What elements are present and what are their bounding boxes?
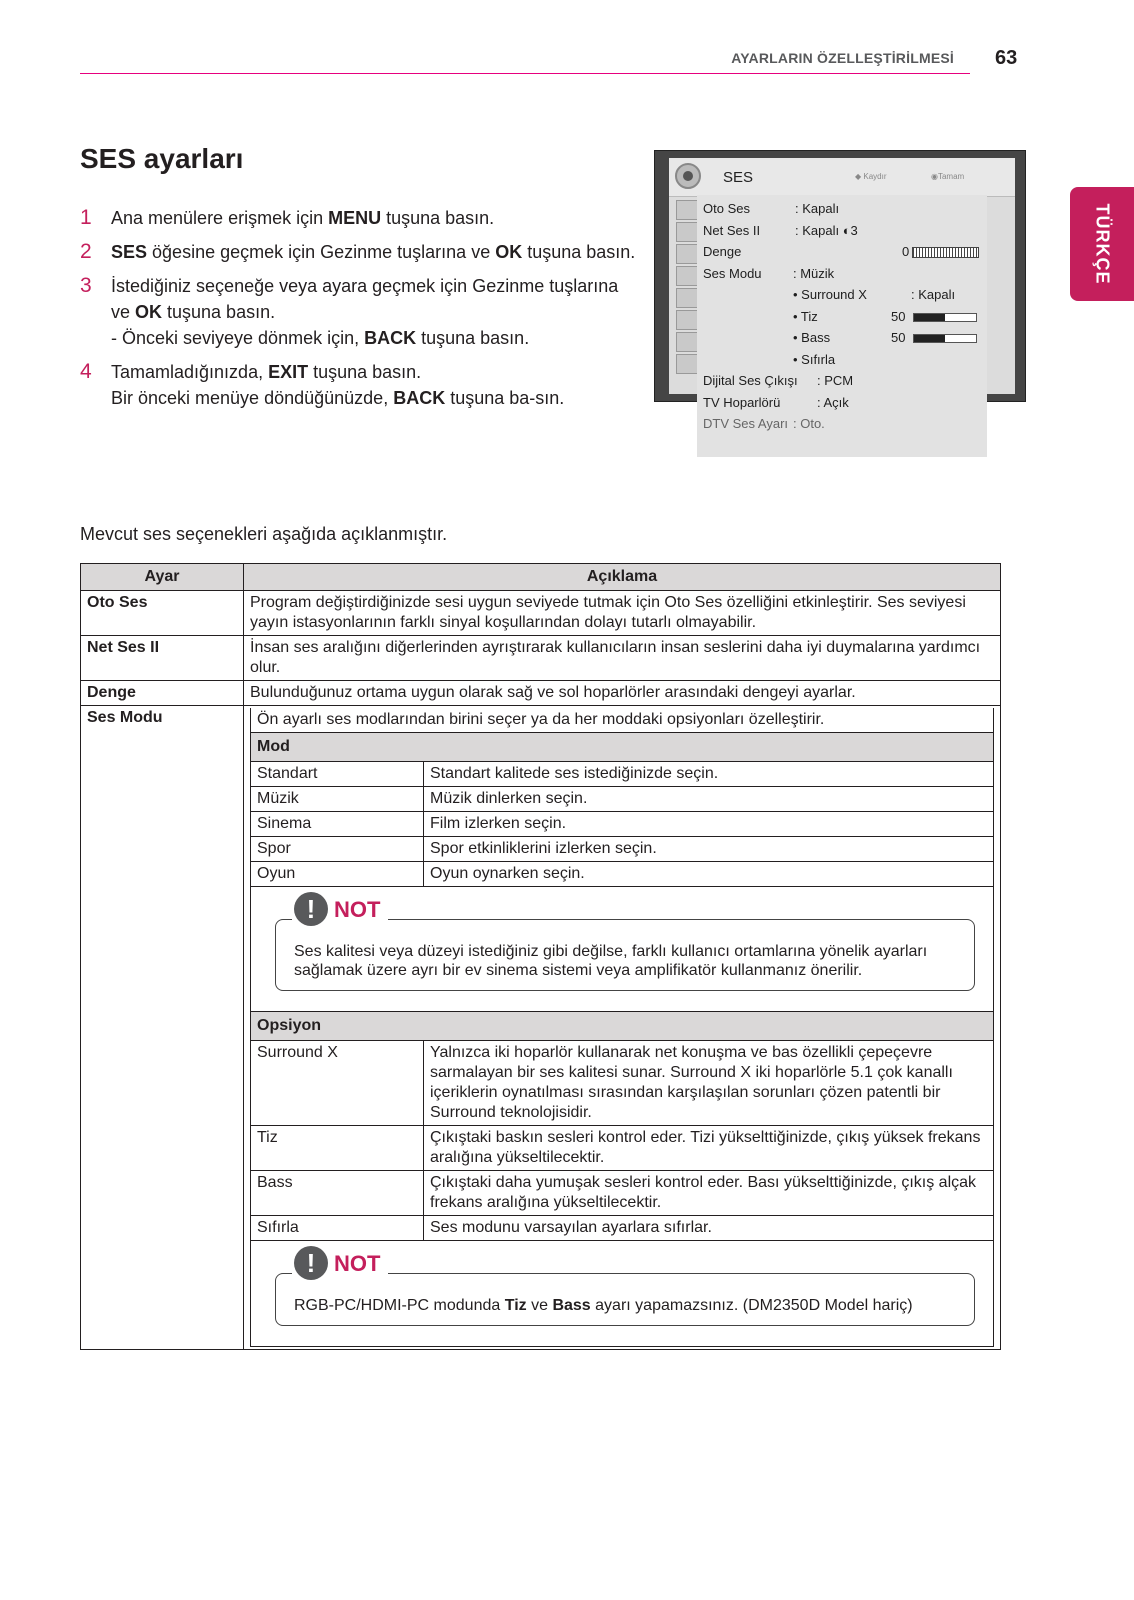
step-text	[111, 273, 640, 325]
tv-menu-level-fill	[914, 335, 945, 342]
subtable-row	[251, 862, 994, 887]
text-run: öğesine geçmek için Gezinme tuşlarına ve	[147, 242, 496, 262]
setting-name: Denge	[81, 681, 244, 706]
note-text	[294, 1296, 956, 1315]
tv-menu-item-label[interactable]: DTV Ses Ayarı	[703, 416, 789, 431]
tv-menu-item-label[interactable]: Ses Modu	[703, 265, 762, 281]
tv-menu-level-fill	[914, 314, 945, 321]
steps-list	[80, 205, 640, 419]
text-run: tuşuna basın.	[381, 208, 495, 228]
setting-description: Program değiştirdiğinizde sesi uygun seviyede tutmak için Oto Ses özelliğini etkinleştirir. Ses seviyesi yayın istasyonlarının farklı sinyal koşullarından dolayı tutarlı olmayabilir.	[244, 591, 1001, 636]
tv-menu-item-value: : Oto.	[793, 416, 825, 431]
header-section-title: AYARLARIN ÖZELLEŞTİRİLMESİ	[731, 50, 954, 66]
tv-menu-level-bar	[913, 334, 977, 343]
subtable-row	[251, 837, 994, 862]
tv-menu-move-hint: ◆ Kaydır	[855, 172, 887, 181]
exclamation-icon: !	[294, 892, 328, 926]
tv-menu-ok-hint: ◉Tamam	[931, 172, 965, 181]
option-name: Surround X	[251, 1041, 424, 1126]
sound-mode-description: Ön ayarlı ses modlarından birini seçer ya da her moddaki opsiyonları özelleştirir.	[251, 708, 994, 733]
tv-menu-panel	[697, 195, 987, 457]
bold-text: OK	[135, 302, 163, 322]
table-row	[81, 636, 1001, 681]
tv-menu-item-value: : Kapalı ◐3	[795, 222, 858, 238]
tv-menu-item-label[interactable]: • Sıfırla	[793, 351, 836, 367]
text-run: Bir önceki menüye döndüğünüzde,	[111, 388, 394, 408]
column-header-description: Açıklama	[244, 564, 1001, 591]
option-name: Sıfırla	[251, 1216, 424, 1241]
tv-menu-item-value: 50	[891, 308, 906, 324]
text-run: RGB-PC/HDMI-PC modunda	[294, 1297, 505, 1314]
text-run: tuşuna basın.	[308, 362, 422, 382]
setting-name: Net Ses II	[81, 636, 244, 681]
text-run: İstediğiniz seçeneğe veya ayara geçmek için Gezinme tuşlarına ve	[111, 276, 619, 322]
subtable-row	[251, 762, 994, 787]
setting-name: Oto Ses	[81, 591, 244, 636]
mode-name: Oyun	[251, 862, 424, 887]
mode-name: Standart	[251, 762, 424, 787]
bold-text: BACK	[393, 388, 446, 408]
table-row	[81, 591, 1001, 636]
mode-description: Film izlerken seçin.	[424, 812, 994, 837]
step-number: 4	[80, 360, 92, 383]
option-name: Tiz	[251, 1126, 424, 1171]
step-number: 3	[80, 274, 92, 297]
subtable-row	[251, 708, 994, 733]
column-header-setting: Ayar	[81, 564, 244, 591]
step-extra-text	[111, 385, 640, 411]
text-run: ve	[526, 1297, 553, 1314]
tv-menu-item-value: : Müzik	[793, 265, 835, 281]
subtable-row	[251, 1126, 994, 1171]
tv-menu-header	[669, 158, 1015, 197]
tv-menu-item-value: : Açık	[817, 394, 849, 410]
subtable-row	[251, 1216, 994, 1241]
tv-menu-item-label[interactable]: • Bass	[793, 330, 831, 345]
note-cell	[251, 887, 994, 1012]
intro-text: Mevcut ses seçenekleri aşağıda açıklanmıştır.	[80, 524, 448, 544]
tv-menu-item-value: : Kapalı	[911, 287, 956, 302]
sound-mode-subtable	[250, 708, 994, 1347]
subtable-row	[251, 1041, 994, 1126]
language-tab-label: TÜRKÇE	[1092, 203, 1113, 285]
bold-text: EXIT	[268, 362, 309, 382]
step-extra-text	[111, 325, 640, 351]
step-text	[111, 205, 640, 231]
note-box	[275, 1248, 975, 1326]
text-run: Tamamladığınızda,	[111, 362, 269, 382]
mode-description: Oyun oynarken seçin.	[424, 862, 994, 887]
note-wrap	[257, 889, 987, 1009]
bold-text: MENU	[328, 208, 382, 228]
subtable-row	[251, 733, 994, 762]
table-row	[81, 681, 1001, 706]
mode-name: Sinema	[251, 812, 424, 837]
bold-text: BACK	[364, 328, 417, 348]
settings-table	[80, 563, 1001, 1350]
bold-text: Bass	[552, 1297, 591, 1314]
tv-menu-item-value: : Kapalı	[795, 201, 840, 216]
tv-menu-item-value: 50	[891, 330, 906, 345]
table-row	[81, 706, 1001, 1350]
mode-name: Spor	[251, 837, 424, 862]
mode-description: Standart kalitede ses istediğinizde seçin.	[424, 762, 994, 787]
tv-menu-level-bar	[913, 313, 977, 322]
note-label: NOT	[334, 1250, 381, 1276]
step-number: 1	[80, 206, 92, 229]
step-item	[80, 239, 640, 265]
tv-menu-item-label[interactable]: TV Hoparlörü	[703, 394, 781, 410]
note-label: NOT	[334, 896, 381, 922]
text-run: tuşuna basın.	[416, 328, 530, 348]
step-item	[80, 273, 640, 351]
subtable-row	[251, 1241, 994, 1347]
audio-menu-icon	[675, 163, 701, 189]
option-description: Ses modunu varsayılan ayarlara sıfırlar.	[424, 1216, 994, 1241]
option-header: Opsiyon	[251, 1012, 994, 1041]
subtable-row	[251, 787, 994, 812]
header-rule	[80, 73, 970, 74]
option-description: Çıkıştaki baskın sesleri kontrol eder. Tizi yükselttiğinizde, çıkış yüksek frekans aralığına yükseltilecektir.	[424, 1126, 994, 1171]
exclamation-icon: !	[294, 1246, 328, 1280]
tv-menu-item-value: : PCM	[817, 373, 854, 388]
note-text: Ses kalitesi veya düzeyi istediğiniz gibi değilse, farklı kullanıcı ortamlarına yönelik ayarları sağlamak üzere ayrı bir ev sinema sistemi veya amplifikatör kullanmanız önerilir.	[294, 943, 928, 979]
setting-description	[244, 706, 1001, 1350]
subtable-row	[251, 1012, 994, 1041]
note-cell	[251, 1241, 994, 1347]
text-run: Ana menülere erişmek için	[111, 208, 329, 228]
text-run: tuşuna ba-sın.	[445, 388, 565, 408]
bold-text: Tiz	[504, 1297, 527, 1314]
tv-menu-item-label[interactable]: Dijital Ses Çıkışı	[703, 373, 798, 388]
setting-name: Ses Modu	[81, 706, 244, 1350]
page-title: SES ayarları	[80, 143, 244, 174]
mode-name: Müzik	[251, 787, 424, 812]
step-text	[111, 359, 640, 385]
note-wrap	[257, 1243, 987, 1344]
option-description: Çıkıştaki daha yumuşak sesleri kontrol eder. Bası yükselttiğinizde, çıkış alçak frekans aralığına yükseltilecektir.	[424, 1171, 994, 1216]
bold-text: OK	[495, 242, 523, 262]
note-badge	[292, 892, 388, 926]
text-run: tuşuna basın.	[162, 302, 276, 322]
text-run: tuşuna basın.	[522, 242, 636, 262]
mode-description: Spor etkinliklerini izlerken seçin.	[424, 837, 994, 862]
text-run: - Önceki seviyeye dönmek için,	[111, 328, 365, 348]
setting-description: Bulunduğunuz ortama uygun olarak sağ ve sol hoparlörler arasındaki dengeyi ayarlar.	[244, 681, 1001, 706]
step-item	[80, 205, 640, 231]
tv-menu-item-label[interactable]: Denge	[703, 244, 742, 259]
subtable-row	[251, 1171, 994, 1216]
tv-menu-item-label[interactable]: Oto Ses	[703, 201, 750, 216]
tv-menu-item-label[interactable]: • Surround X	[793, 287, 867, 302]
step-item	[80, 359, 640, 411]
note-badge	[292, 1246, 388, 1280]
note-box	[275, 894, 975, 991]
step-number: 2	[80, 240, 92, 263]
subtable-row	[251, 887, 994, 1012]
mod-header: Mod	[251, 733, 994, 762]
step-text	[111, 239, 640, 265]
tv-menu-title: SES	[723, 169, 754, 186]
tv-menu-item-label[interactable]: Net Ses II	[703, 222, 761, 238]
tv-menu-item-value: 0	[902, 244, 910, 259]
mode-description: Müzik dinlerken seçin.	[424, 787, 994, 812]
option-name: Bass	[251, 1171, 424, 1216]
tv-menu-item-label[interactable]: • Tiz	[793, 308, 818, 324]
setting-description: İnsan ses aralığını diğerlerinden ayrıştırarak kullanıcıların insan seslerini daha iyi duymalarına yardımcı olur.	[244, 636, 1001, 681]
subtable-row	[251, 812, 994, 837]
page-number: 63	[995, 47, 1018, 69]
bold-text: SES	[111, 242, 148, 262]
text-run: ayarı yapamazsınız. (DM2350D Model hariç)	[590, 1297, 913, 1314]
language-tab	[1070, 187, 1134, 301]
option-description: Yalnızca iki hoparlör kullanarak net konuşma ve bas özellikli çepeçevre sarmalayan bir ses kalitesi sunar. Surround X iki hoparlörle 5.1 çok kanallı içeriklerin oynatılması sırasından karşılaşılan sorunları çözen patentli bir Surround teknolojisidir.	[424, 1041, 994, 1126]
balance-scale	[912, 247, 979, 258]
